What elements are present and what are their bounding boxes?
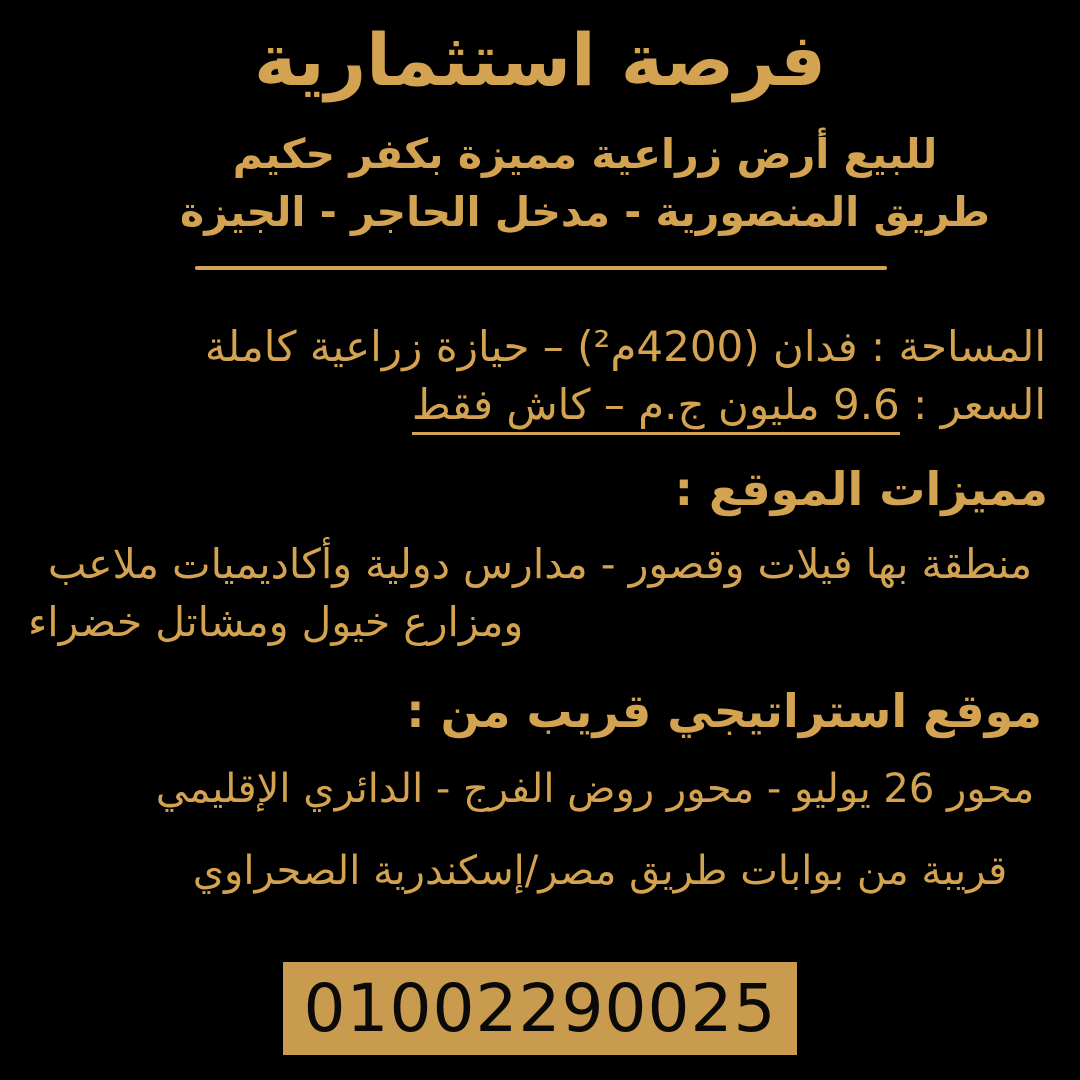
divider-line [195,266,887,270]
area-detail-line: المساحة : فدان (4200م²) – حيازة زراعية كاملة [204,322,1046,371]
strategic-location-heading: موقع استراتيجي قريب من : [406,684,1042,738]
price-label: السعر : [899,380,1046,429]
features-heading: مميزات الموقع : [674,462,1048,516]
phone-number: 01002290025 [303,970,777,1047]
price-value: 9.6 مليون ج.م – كاش فقط [412,380,900,435]
subtitle-line-2: طريق المنصورية - مدخل الحاجر - الجيزة [180,188,990,236]
features-line-1: منطقة بها فيلات وقصور - مدارس دولية وأكاديميات ملاعب [47,540,1033,588]
location-line-1: محور 26 يوليو - محور روض الفرج - الدائري الإقليمي [155,766,1035,812]
features-line-2: ومزارع خيول ومشاتل خضراء [28,598,524,646]
location-line-2: قريبة من بوابات طريق مصر/إسكندرية الصحراوي [192,848,1008,894]
page-title: فرصة استثمارية [254,18,826,102]
price-detail-line [0,380,1080,429]
subtitle-line-1: للبيع أرض زراعية مميزة بكفر حكيم [232,130,938,178]
phone-number-box [283,962,797,1055]
